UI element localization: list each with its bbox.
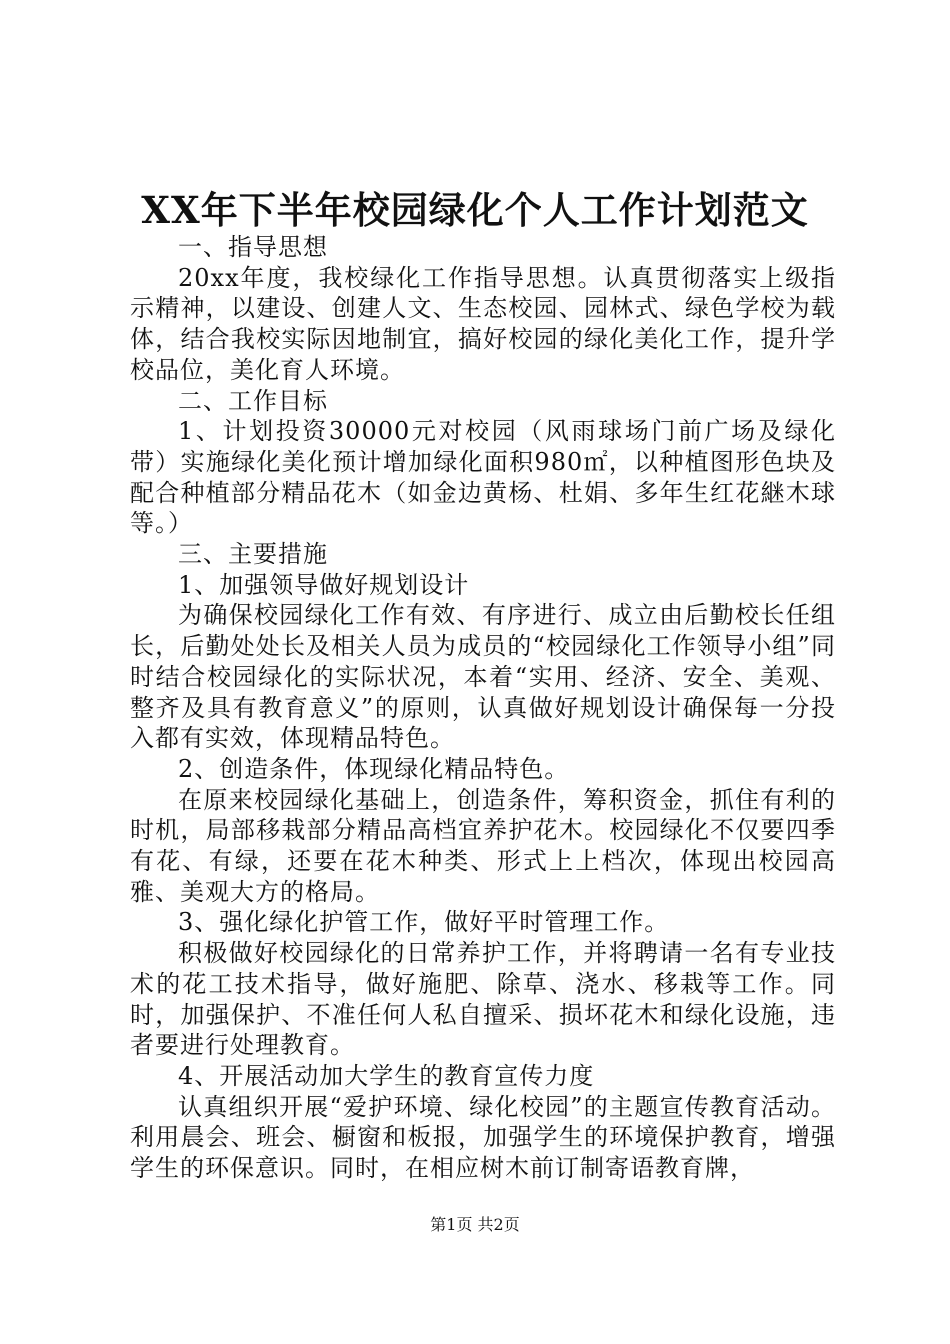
- paragraph-work-goals: 1、计划投资30000元对校园（风雨球场门前广场及绿化带）实施绿化美化预计增加绿化面积980㎡，以种植图形色块及配合种植部分精品花木（如金边黄杨、杜娟、多年生红花継木球等。）: [130, 417, 836, 538]
- subheading-measure-4: 4、开展活动加大学生的教育宣传力度: [178, 1061, 595, 1090]
- paragraph-guiding-ideology: 20xx年度，我校绿化工作指导思想。认真贯彻落实上级指示精神，以建设、创建人文、生态校园、园林式、绿色学校为载体，结合我校实际因地制宜，搞好校园的绿化美化工作，提升学校品位，美化育人环境。: [130, 263, 836, 384]
- subheading-measure-1: 1、加强领导做好规划设计: [178, 570, 470, 599]
- heading-work-goals: 二、工作目标: [178, 386, 328, 415]
- subheading-measure-2: 2、创造条件，体现绿化精品特色。: [178, 754, 570, 783]
- subheading-measure-3: 3、强化绿化护管工作，做好平时管理工作。: [178, 908, 670, 937]
- paragraph-measure-3: 积极做好校园绿化的日常养护工作，并将聘请一名有专业技术的花工技术指导，做好施肥、除草、浇水、移栽等工作。同时，加强保护、不准任何人私自擅采、损坏花木和绿化设施，违者要进行处理教育。: [130, 939, 836, 1060]
- document-title: XX年下半年校园绿化个人工作计划范文: [141, 188, 809, 232]
- page-number-footer: 第1页 共2页: [430, 1215, 520, 1234]
- paragraph-measure-1: 为确保校园绿化工作有效、有序进行、成立由后勤校长任组长，后勤处处长及相关人员为成员的“校园绿化工作领导小组”同时结合校园绿化的实际状况，本着“实用、经济、安全、美观、整齐及具有教育意义”的原则，认真做好规划设计确保每一分投入都有实效，体现精品特色。: [130, 601, 836, 753]
- paragraph-measure-4: 认真组织开展“爱护环境、绿化校园”的主题宣传教育活动。利用晨会、班会、橱窗和板报，加强学生的环境保护教育，增强学生的环保意识。同时，在相应树木前订制寄语教育牌，: [130, 1092, 836, 1183]
- heading-main-measures: 三、主要措施: [178, 540, 328, 569]
- paragraph-measure-2: 在原来校园绿化基础上，创造条件，筹积资金，抓住有利的时机，局部移栽部分精品高档宜养护花木。校园绿化不仅要四季有花、有绿，还要在花木种类、形式上上档次，体现出校园高雅、美观大方的格局。: [130, 785, 836, 906]
- heading-guiding-ideology: 一、指导思想: [178, 233, 328, 261]
- document-body: [130, 232, 836, 1184]
